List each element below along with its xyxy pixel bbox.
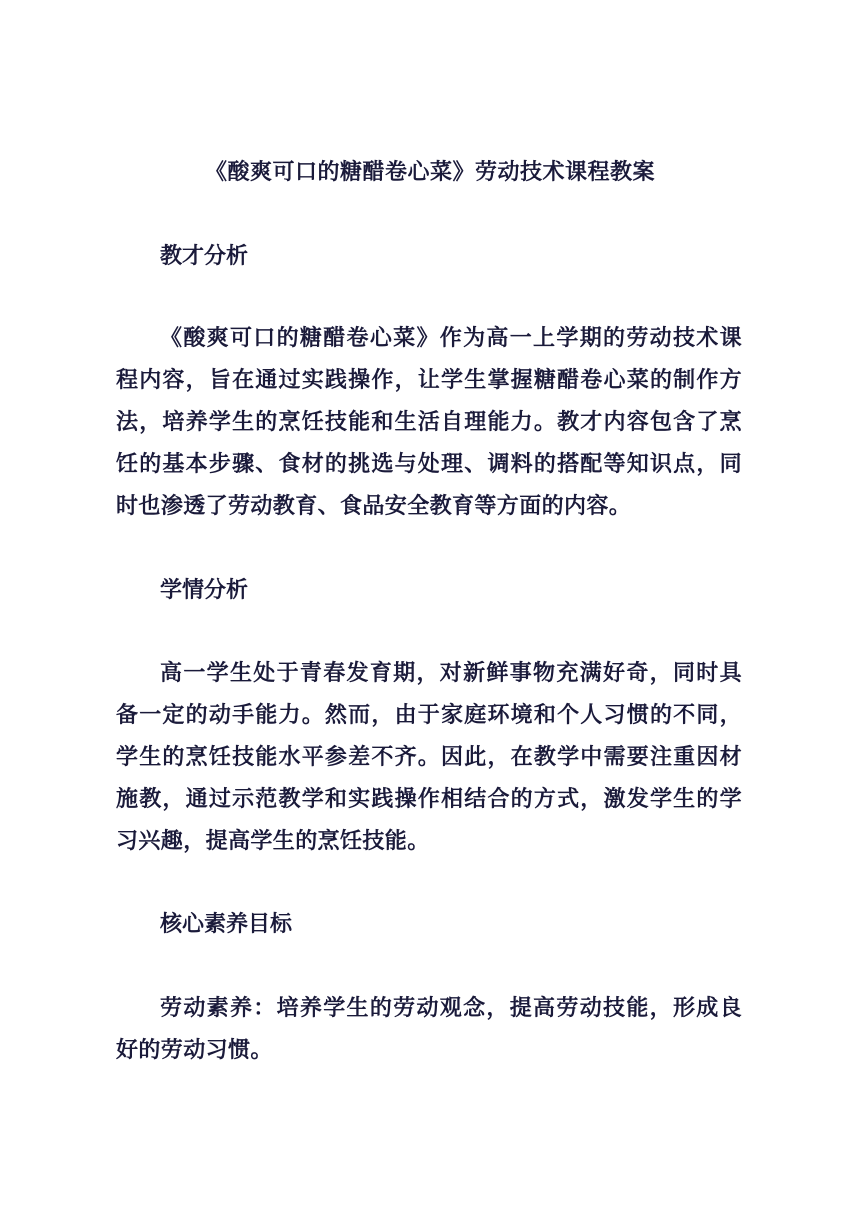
section-heading-textbook-analysis: 教才分析 (160, 244, 249, 269)
section-heading-student-analysis: 学情分析 (160, 578, 249, 603)
section-body-student-analysis: 高一学生处于青春发育期，对新鲜事物充满好奇，同时具备一定的动手能力。然而，由于家庭环境和个人习惯的不同，学生的烹饪技能水平参差不齐。因此，在教学中需要注重因材施教，通过示范教学和实践操作相结合的方式，激发学生的学习兴趣，提高学生的烹饪技能。 (116, 661, 742, 854)
document-title: 《酸爽可口的糖醋卷心菜》劳动技术课程教案 (204, 160, 655, 185)
section-body-core-literacy-goals: 劳动素养：培养学生的劳动观念，提高劳动技能，形成良好的劳动习惯。 (116, 996, 742, 1063)
section-body-textbook-analysis: 《酸爽可口的糖醋卷心菜》作为高一上学期的劳动技术课程内容，旨在通过实践操作，让学生掌握糖醋卷心菜的制作方法，培养学生的烹饪技能和生活自理能力。教才内容包含了烹饪的基本步骤、食材的挑选与处理、调料的搭配等知识点，同时也渗透了劳动教育、食品安全教育等方面的内容。 (116, 326, 742, 519)
section-heading-core-literacy-goals: 核心素养目标 (160, 912, 293, 937)
